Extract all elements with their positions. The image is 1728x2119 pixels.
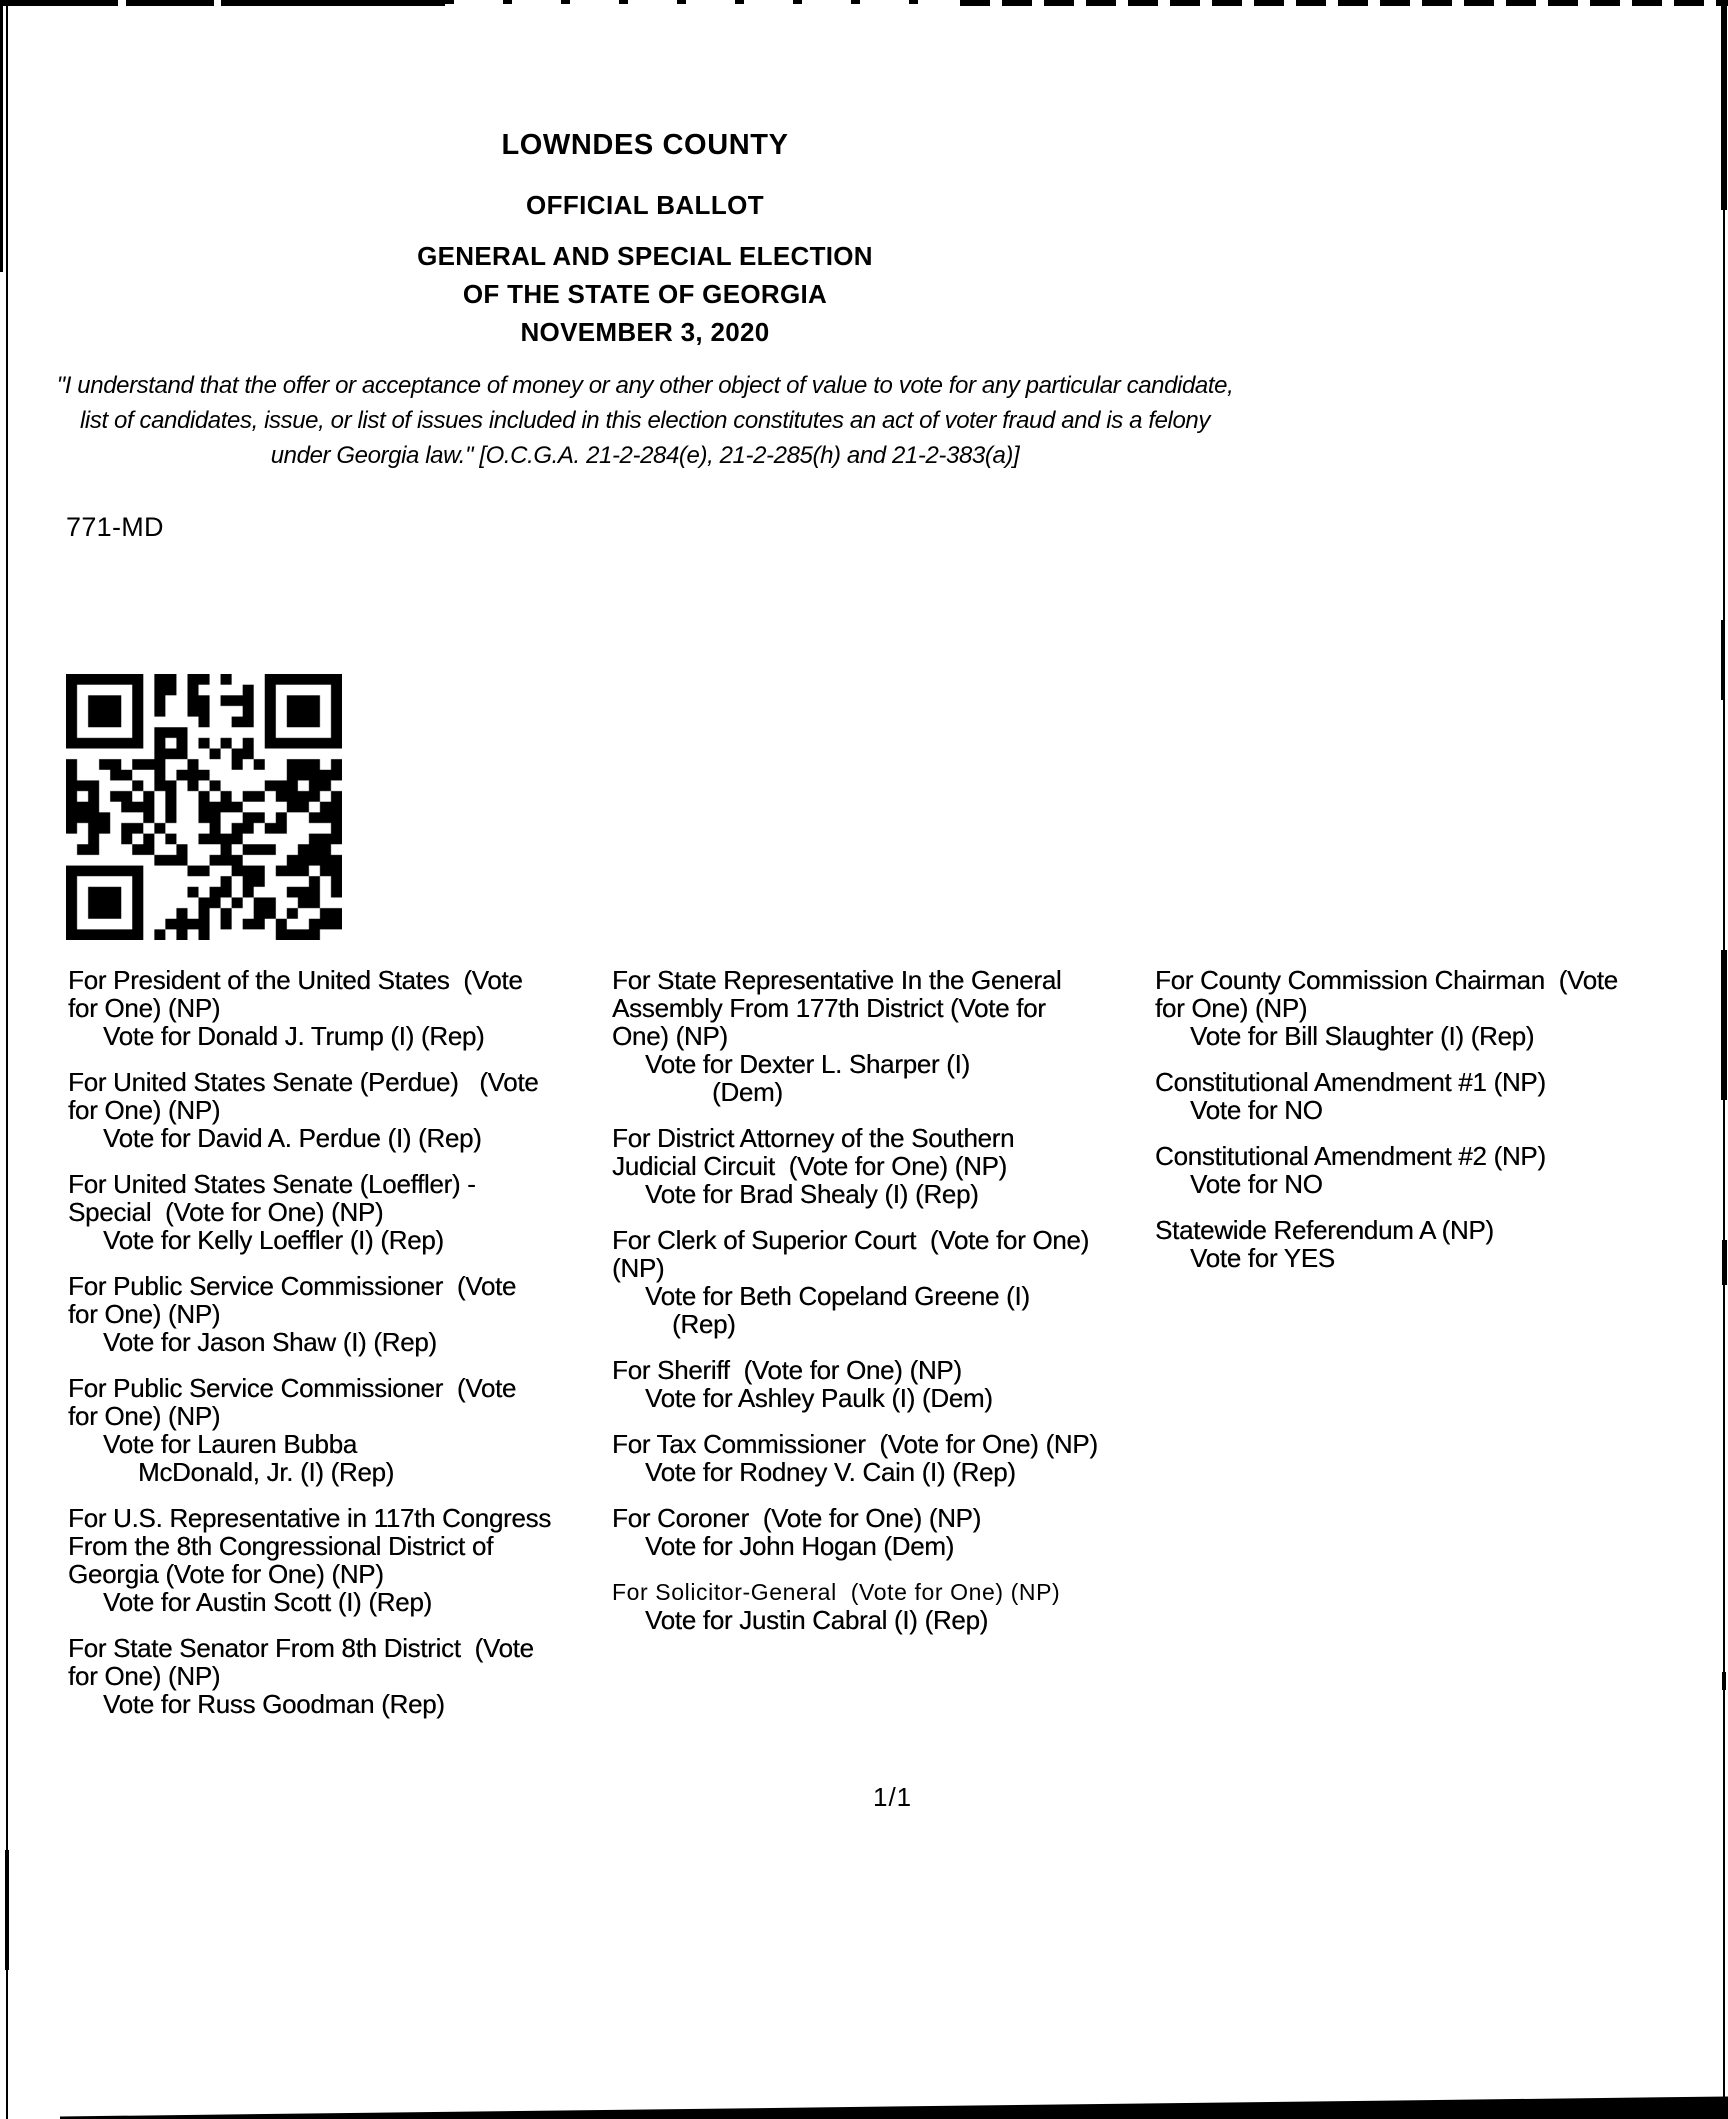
contest (68, 1504, 643, 1616)
contest-title-line: For State Representative In the General (612, 965, 1062, 995)
disclaimer-line3: under Georgia law." [O.C.G.A. 21-2-284(e), 21-2-285(h) and 21-2-383(a)] (270, 442, 1020, 469)
contest (1155, 1216, 1728, 1272)
voter-fraud-disclaimer (0, 368, 1290, 473)
contest-title-line: for One) (NP) (68, 1095, 221, 1125)
election-title-line2: OF THE STATE OF GEORGIA (462, 279, 828, 309)
contest (68, 1634, 643, 1718)
vote-selection-line: McDonald, Jr. (I) (Rep) (138, 1457, 395, 1487)
scan-artifact-top-line (0, 0, 445, 6)
scan-artifact-right-edge (1721, 620, 1725, 700)
contest-title-line: From the 8th Congressional District of (68, 1531, 493, 1561)
contest-title-line: Assembly From 177th District (Vote for (612, 993, 1046, 1023)
contest-title-line: For District Attorney of the Southern (612, 1123, 1015, 1153)
qr-code (66, 674, 342, 940)
scan-artifact-left-edge (5, 1850, 9, 1970)
contest (1155, 966, 1728, 1050)
vote-selection-line: Vote for Donald J. Trump (I) (Rep) (103, 1021, 485, 1051)
contest-title-line: Constitutional Amendment #2 (NP) (1155, 1141, 1546, 1171)
vote-selection-line: Vote for Dexter L. Sharper (I) (645, 1049, 970, 1079)
contest (612, 1124, 1187, 1208)
election-title (0, 237, 1290, 351)
contest (612, 966, 1187, 1106)
disclaimer-line2: list of candidates, issue, or list of issues included in this election constitutes an act of voter fraud and is a felony (80, 407, 1210, 434)
contest-title-line: Georgia (Vote for One) (NP) (68, 1559, 384, 1589)
contest-title-line: for One) (NP) (68, 993, 221, 1023)
contest-title-line: For Sheriff (Vote for One) (NP) (612, 1355, 962, 1385)
contest-title-line: For Tax Commissioner (Vote for One) (NP) (612, 1429, 1098, 1459)
vote-selection-line: Vote for YES (1190, 1243, 1335, 1273)
contest-title-line: For United States Senate (Loeffler) - (68, 1169, 476, 1199)
contest-title-line: For Public Service Commissioner (Vote (68, 1271, 517, 1301)
contest-title-line: for One) (NP) (1155, 993, 1308, 1023)
contest-title-line: Judicial Circuit (Vote for One) (NP) (612, 1151, 1007, 1181)
contest-title-line: One) (NP) (612, 1021, 728, 1051)
contest (1155, 1142, 1728, 1198)
contest (68, 966, 643, 1050)
contest-title-line: Constitutional Amendment #1 (NP) (1155, 1067, 1546, 1097)
vote-selection-line: Vote for Jason Shaw (I) (Rep) (103, 1327, 437, 1357)
ballot-column-2 (612, 966, 1187, 1652)
contest (612, 1504, 1187, 1560)
contest-title-line: (NP) (612, 1253, 665, 1283)
contest (612, 1578, 1187, 1634)
contest (612, 1430, 1187, 1486)
contest-title-line: For County Commission Chairman (Vote (1155, 965, 1618, 995)
vote-selection-line: Vote for Rodney V. Cain (I) (Rep) (645, 1457, 1016, 1487)
contest-title-line: For United States Senate (Perdue) (Vote (68, 1067, 539, 1097)
ballot-column-1 (68, 966, 643, 1736)
vote-selection-line: Vote for Kelly Loeffler (I) (Rep) (103, 1225, 444, 1255)
contest-title-line: For President of the United States (Vote (68, 965, 523, 995)
contest (612, 1356, 1187, 1412)
county-title: LOWNDES COUNTY (501, 129, 789, 161)
contest (68, 1068, 643, 1152)
contest-title-line: For Public Service Commissioner (Vote (68, 1373, 517, 1403)
vote-selection-line: Vote for Brad Shealy (I) (Rep) (645, 1179, 979, 1209)
scan-artifact-bottom-band (60, 2094, 1728, 2119)
contest-title-line: for One) (NP) (68, 1299, 221, 1329)
ballot-column-3 (1155, 966, 1728, 1290)
vote-selection-line: Vote for Beth Copeland Greene (I) (645, 1281, 1030, 1311)
contest (1155, 1068, 1728, 1124)
vote-selection-line: Vote for John Hogan (Dem) (645, 1531, 954, 1561)
vote-selection-line: Vote for Ashley Paulk (I) (Dem) (645, 1383, 993, 1413)
contest (612, 1226, 1187, 1338)
contest-title-line: Statewide Referendum A (NP) (1155, 1215, 1494, 1245)
vote-selection-line: (Dem) (712, 1077, 783, 1107)
contest-title-line: For U.S. Representative in 117th Congress (68, 1503, 551, 1533)
election-title-line1: GENERAL AND SPECIAL ELECTION (417, 241, 873, 271)
contest-title-line: for One) (NP) (68, 1661, 221, 1691)
vote-selection-line: Vote for Austin Scott (I) (Rep) (103, 1587, 432, 1617)
disclaimer-line1: "I understand that the offer or acceptance of money or any other object of value to vote for any particular candidate, (56, 372, 1234, 399)
contest-title-line: For Coroner (Vote for One) (NP) (612, 1503, 981, 1533)
scan-artifact-right-edge (1722, 1672, 1726, 1690)
page-number: 1/1 (873, 1782, 913, 1812)
vote-selection-line: Vote for Justin Cabral (I) (Rep) (645, 1605, 988, 1635)
vote-selection-line: Vote for NO (1190, 1095, 1323, 1125)
ballot-header (0, 128, 1290, 351)
vote-selection-line: Vote for Lauren Bubba (103, 1429, 357, 1459)
scan-artifact-top-dashes (445, 0, 960, 4)
contest-title-line: For State Senator From 8th District (Vote (68, 1633, 534, 1663)
contest-title-line: For Solicitor-General (Vote for One) (NP) (612, 1579, 1061, 1605)
ballot-style-code: 771-MD (66, 512, 164, 542)
election-title-line3: NOVEMBER 3, 2020 (520, 317, 770, 347)
contest (68, 1374, 643, 1486)
vote-selection-line: Vote for Bill Slaughter (I) (Rep) (1190, 1021, 1535, 1051)
vote-selection-line: (Rep) (672, 1309, 736, 1339)
vote-selection-line: Vote for David A. Perdue (I) (Rep) (103, 1123, 482, 1153)
contest (68, 1272, 643, 1356)
contest-title-line: Special (Vote for One) (NP) (68, 1197, 384, 1227)
contest-title-line: for One) (NP) (68, 1401, 221, 1431)
contest (68, 1170, 643, 1254)
vote-selection-line: Vote for Russ Goodman (Rep) (103, 1689, 445, 1719)
official-ballot-title: OFFICIAL BALLOT (525, 190, 765, 220)
scan-artifact-right-edge (1721, 0, 1727, 210)
vote-selection-line: Vote for NO (1190, 1169, 1323, 1199)
contest-title-line: For Clerk of Superior Court (Vote for One) (612, 1225, 1089, 1255)
scan-artifact-top-dashes (960, 0, 1728, 6)
